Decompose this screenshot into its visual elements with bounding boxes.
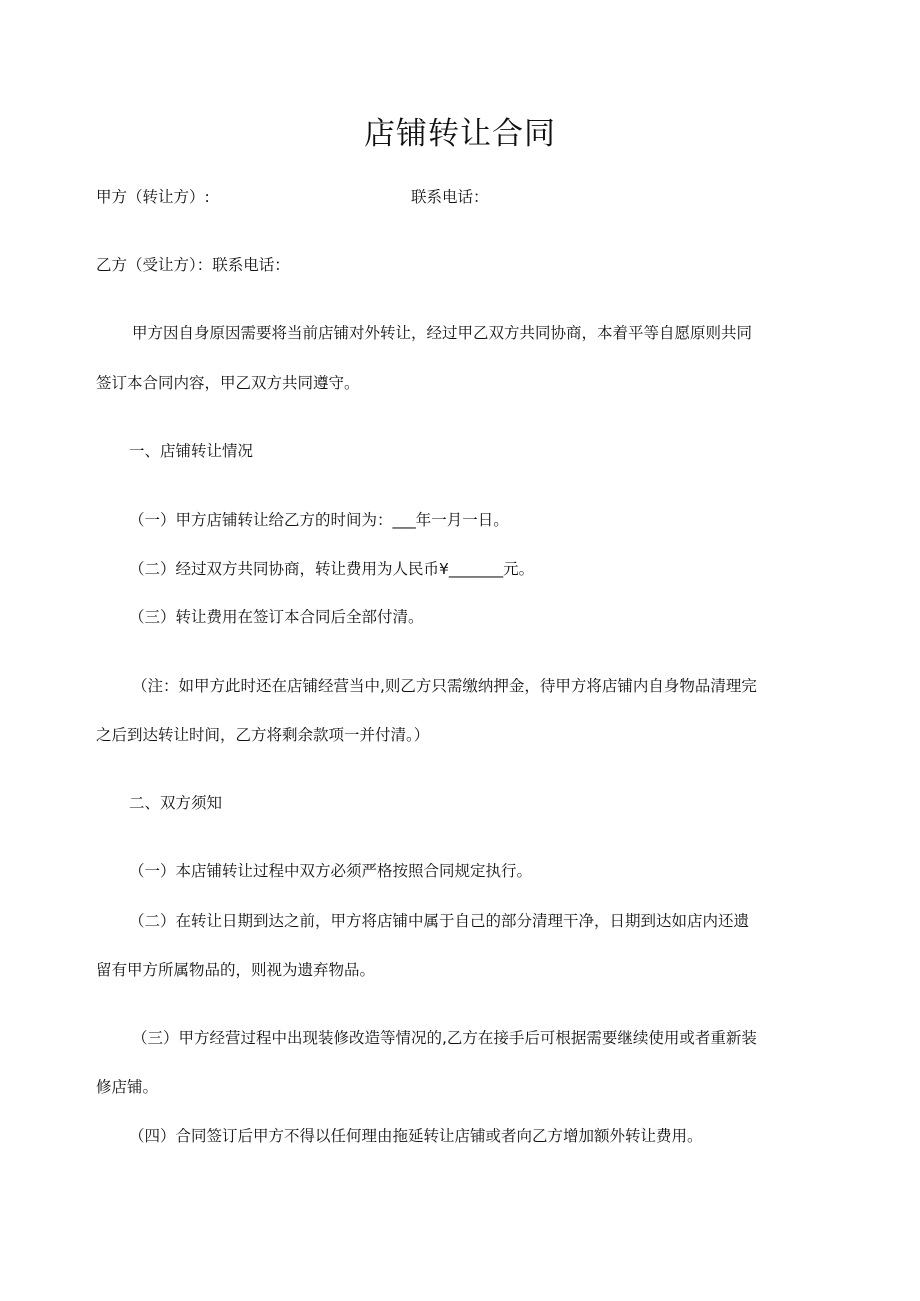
- party-a-label: 甲方（转让方）:: [96, 188, 210, 206]
- section-2-item-4: （四）合同签订后甲方不得以任何理由拖延转让店铺或者向乙方增加额外转让费用。: [129, 1127, 703, 1145]
- section-2-item-2-line-1: （二）在转让日期到达之前，甲方将店铺中属于自己的部分清理干净，日期到达如店内还遗: [129, 912, 750, 930]
- section-1-item-2: （二）经过双方共同协商，转让费用为人民币¥_______元。: [129, 560, 535, 578]
- section-1-item-3: （三）转让费用在签订本合同后全部付清。: [129, 608, 424, 626]
- section-2-item-1: （一）本店铺转让过程中双方必须严格按照合同规定执行。: [129, 862, 533, 880]
- intro-line-1: 甲方因自身原因需要将当前店铺对外转让，经过甲乙双方共同协商，本着平等自愿原则共同: [132, 324, 753, 342]
- intro-line-2: 签订本合同内容，甲乙双方共同遵守。: [96, 374, 360, 392]
- section-1-heading: 一、店铺转让情况: [129, 442, 254, 460]
- section-1-note-line-1: （注：如甲方此时还在店铺经营当中,则乙方只需缴纳押金，待甲方将店铺内自身物品清理完: [132, 677, 757, 695]
- section-2-item-3-line-2: 修店铺。: [96, 1078, 159, 1096]
- party-b-label: 乙方（受让方）：联系电话：: [96, 256, 290, 274]
- section-2-item-2-line-2: 留有甲方所属物品的，则视为遗弃物品。: [96, 961, 376, 979]
- document-title: 店铺转让合同: [364, 116, 556, 152]
- section-2-item-3-line-1: （三）甲方经营过程中出现装修改造等情况的,乙方在接手后可根据需要继续使用或者重新装: [132, 1029, 757, 1047]
- section-2-heading: 二、双方须知: [129, 794, 223, 812]
- section-1-note-line-2: 之后到达转让时间，乙方将剩余款项一并付清。）: [96, 726, 430, 744]
- party-a-phone-label: 联系电话：: [411, 188, 489, 206]
- section-1-item-1: （一）甲方店铺转让给乙方的时间为：___年一月一日。: [129, 511, 509, 529]
